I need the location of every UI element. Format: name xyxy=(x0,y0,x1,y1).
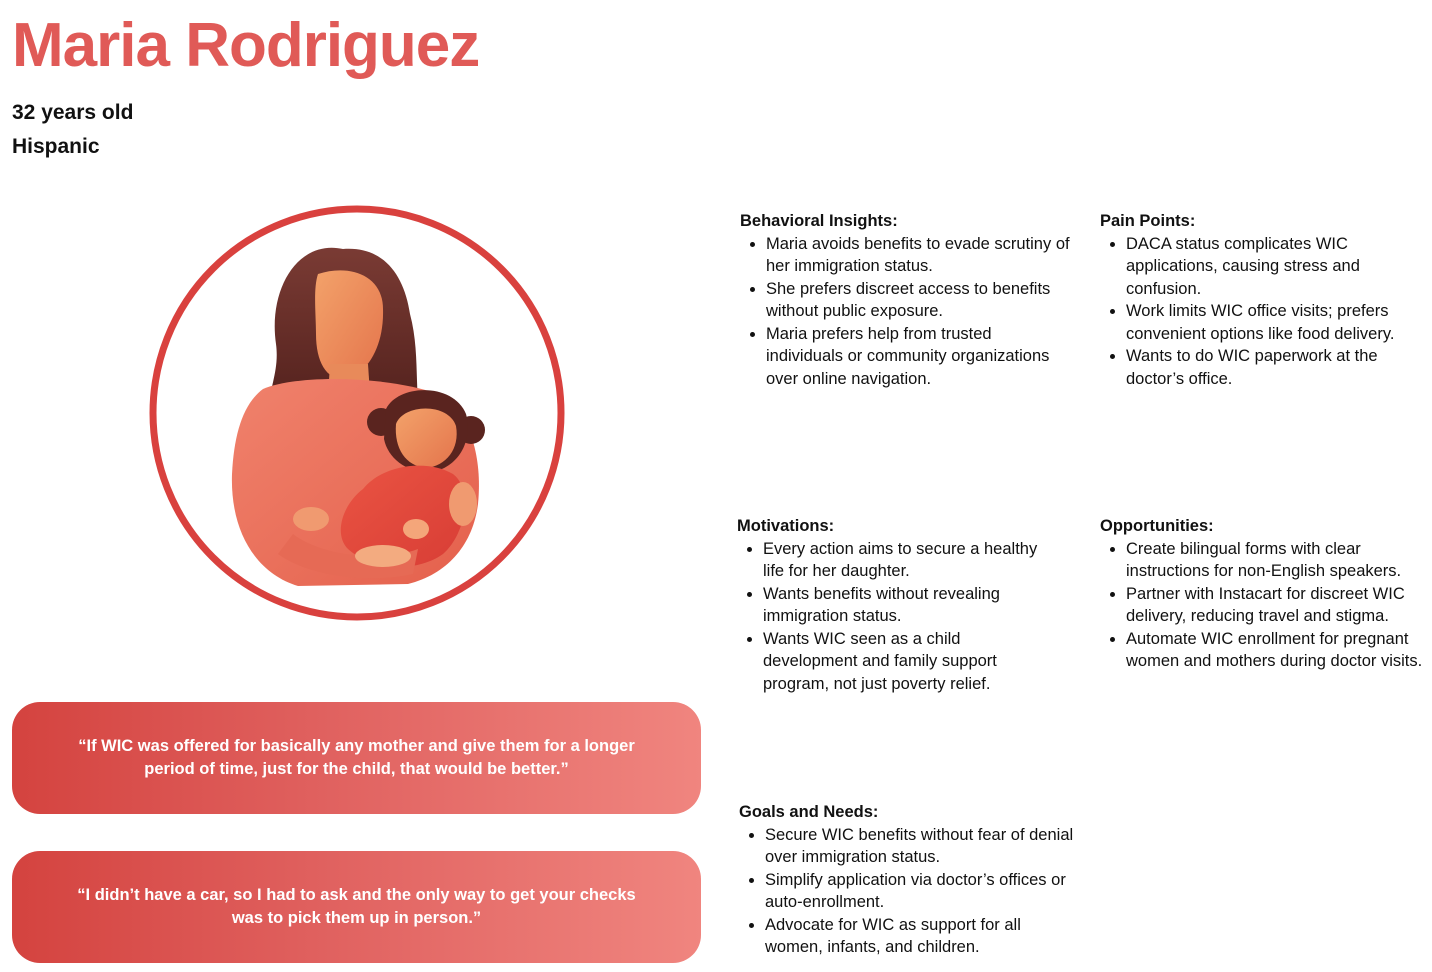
list-item: • Every action aims to secure a healthy life for her daughter. xyxy=(763,538,1047,583)
persona-portrait xyxy=(148,204,566,622)
persona-age: 32 years old xyxy=(12,101,134,124)
pain-points-section xyxy=(1100,210,1430,390)
mother-holding-daughter-icon xyxy=(148,204,566,622)
list-item: • Automate WIC enrollment for pregnant women and mothers during doctor visits. xyxy=(1126,628,1430,673)
list-item: • Wants to do WIC paperwork at the doctor’s office. xyxy=(1126,345,1430,390)
section-title: Pain Points: xyxy=(1100,212,1196,230)
list-item: • Work limits WIC office visits; prefers convenient options like food delivery. xyxy=(1126,300,1430,345)
persona-name: Maria Rodriguez xyxy=(12,11,480,80)
list-item: • She prefers discreet access to benefits without public exposure. xyxy=(766,278,1070,323)
bullet-list xyxy=(739,824,1074,959)
behavioral-insights-section xyxy=(740,210,1070,390)
bullet-list xyxy=(740,233,1070,391)
list-item: • Maria prefers help from trusted individuals or community organizations over online navigation. xyxy=(766,323,1070,391)
list-item: • Create bilingual forms with clear instructions for non-English speakers. xyxy=(1126,538,1430,583)
list-item: • Secure WIC benefits without fear of denial over immigration status. xyxy=(765,824,1074,869)
goals-and-needs-section xyxy=(739,801,1074,959)
list-item: • Maria avoids benefits to evade scrutiny of her immigration status. xyxy=(766,233,1070,278)
section-title: Behavioral Insights: xyxy=(740,212,898,230)
section-title: Motivations: xyxy=(737,517,835,535)
list-item: • Partner with Instacart for discreet WIC delivery, reducing travel and stigma. xyxy=(1126,583,1430,628)
list-item: • Advocate for WIC as support for all women, infants, and children. xyxy=(765,914,1074,959)
opportunities-section xyxy=(1100,515,1430,673)
list-item: • DACA status complicates WIC applications, causing stress and confusion. xyxy=(1126,233,1430,301)
list-item: • Simplify application via doctor’s offices or auto-enrollment. xyxy=(765,869,1074,914)
list-item: • Wants WIC seen as a child development and family support program, not just poverty relief. xyxy=(763,628,1047,696)
persona-ethnicity: Hispanic xyxy=(12,135,100,158)
section-title: Goals and Needs: xyxy=(739,803,879,821)
bullet-list xyxy=(737,538,1047,696)
quote-card xyxy=(12,851,701,963)
quote-text: “If WIC was offered for basically any mother and give them for a longer period of time, just for the child, that would be better.” xyxy=(78,737,635,778)
list-item: • Wants benefits without revealing immigration status. xyxy=(763,583,1047,628)
motivations-section xyxy=(737,515,1047,695)
bullet-list xyxy=(1100,233,1430,391)
section-title: Opportunities: xyxy=(1100,517,1214,535)
quote-text: “I didn’t have a car, so I had to ask and the only way to get your checks was to pick them up in person.” xyxy=(77,886,636,927)
bullet-list xyxy=(1100,538,1430,673)
quote-card xyxy=(12,702,701,814)
